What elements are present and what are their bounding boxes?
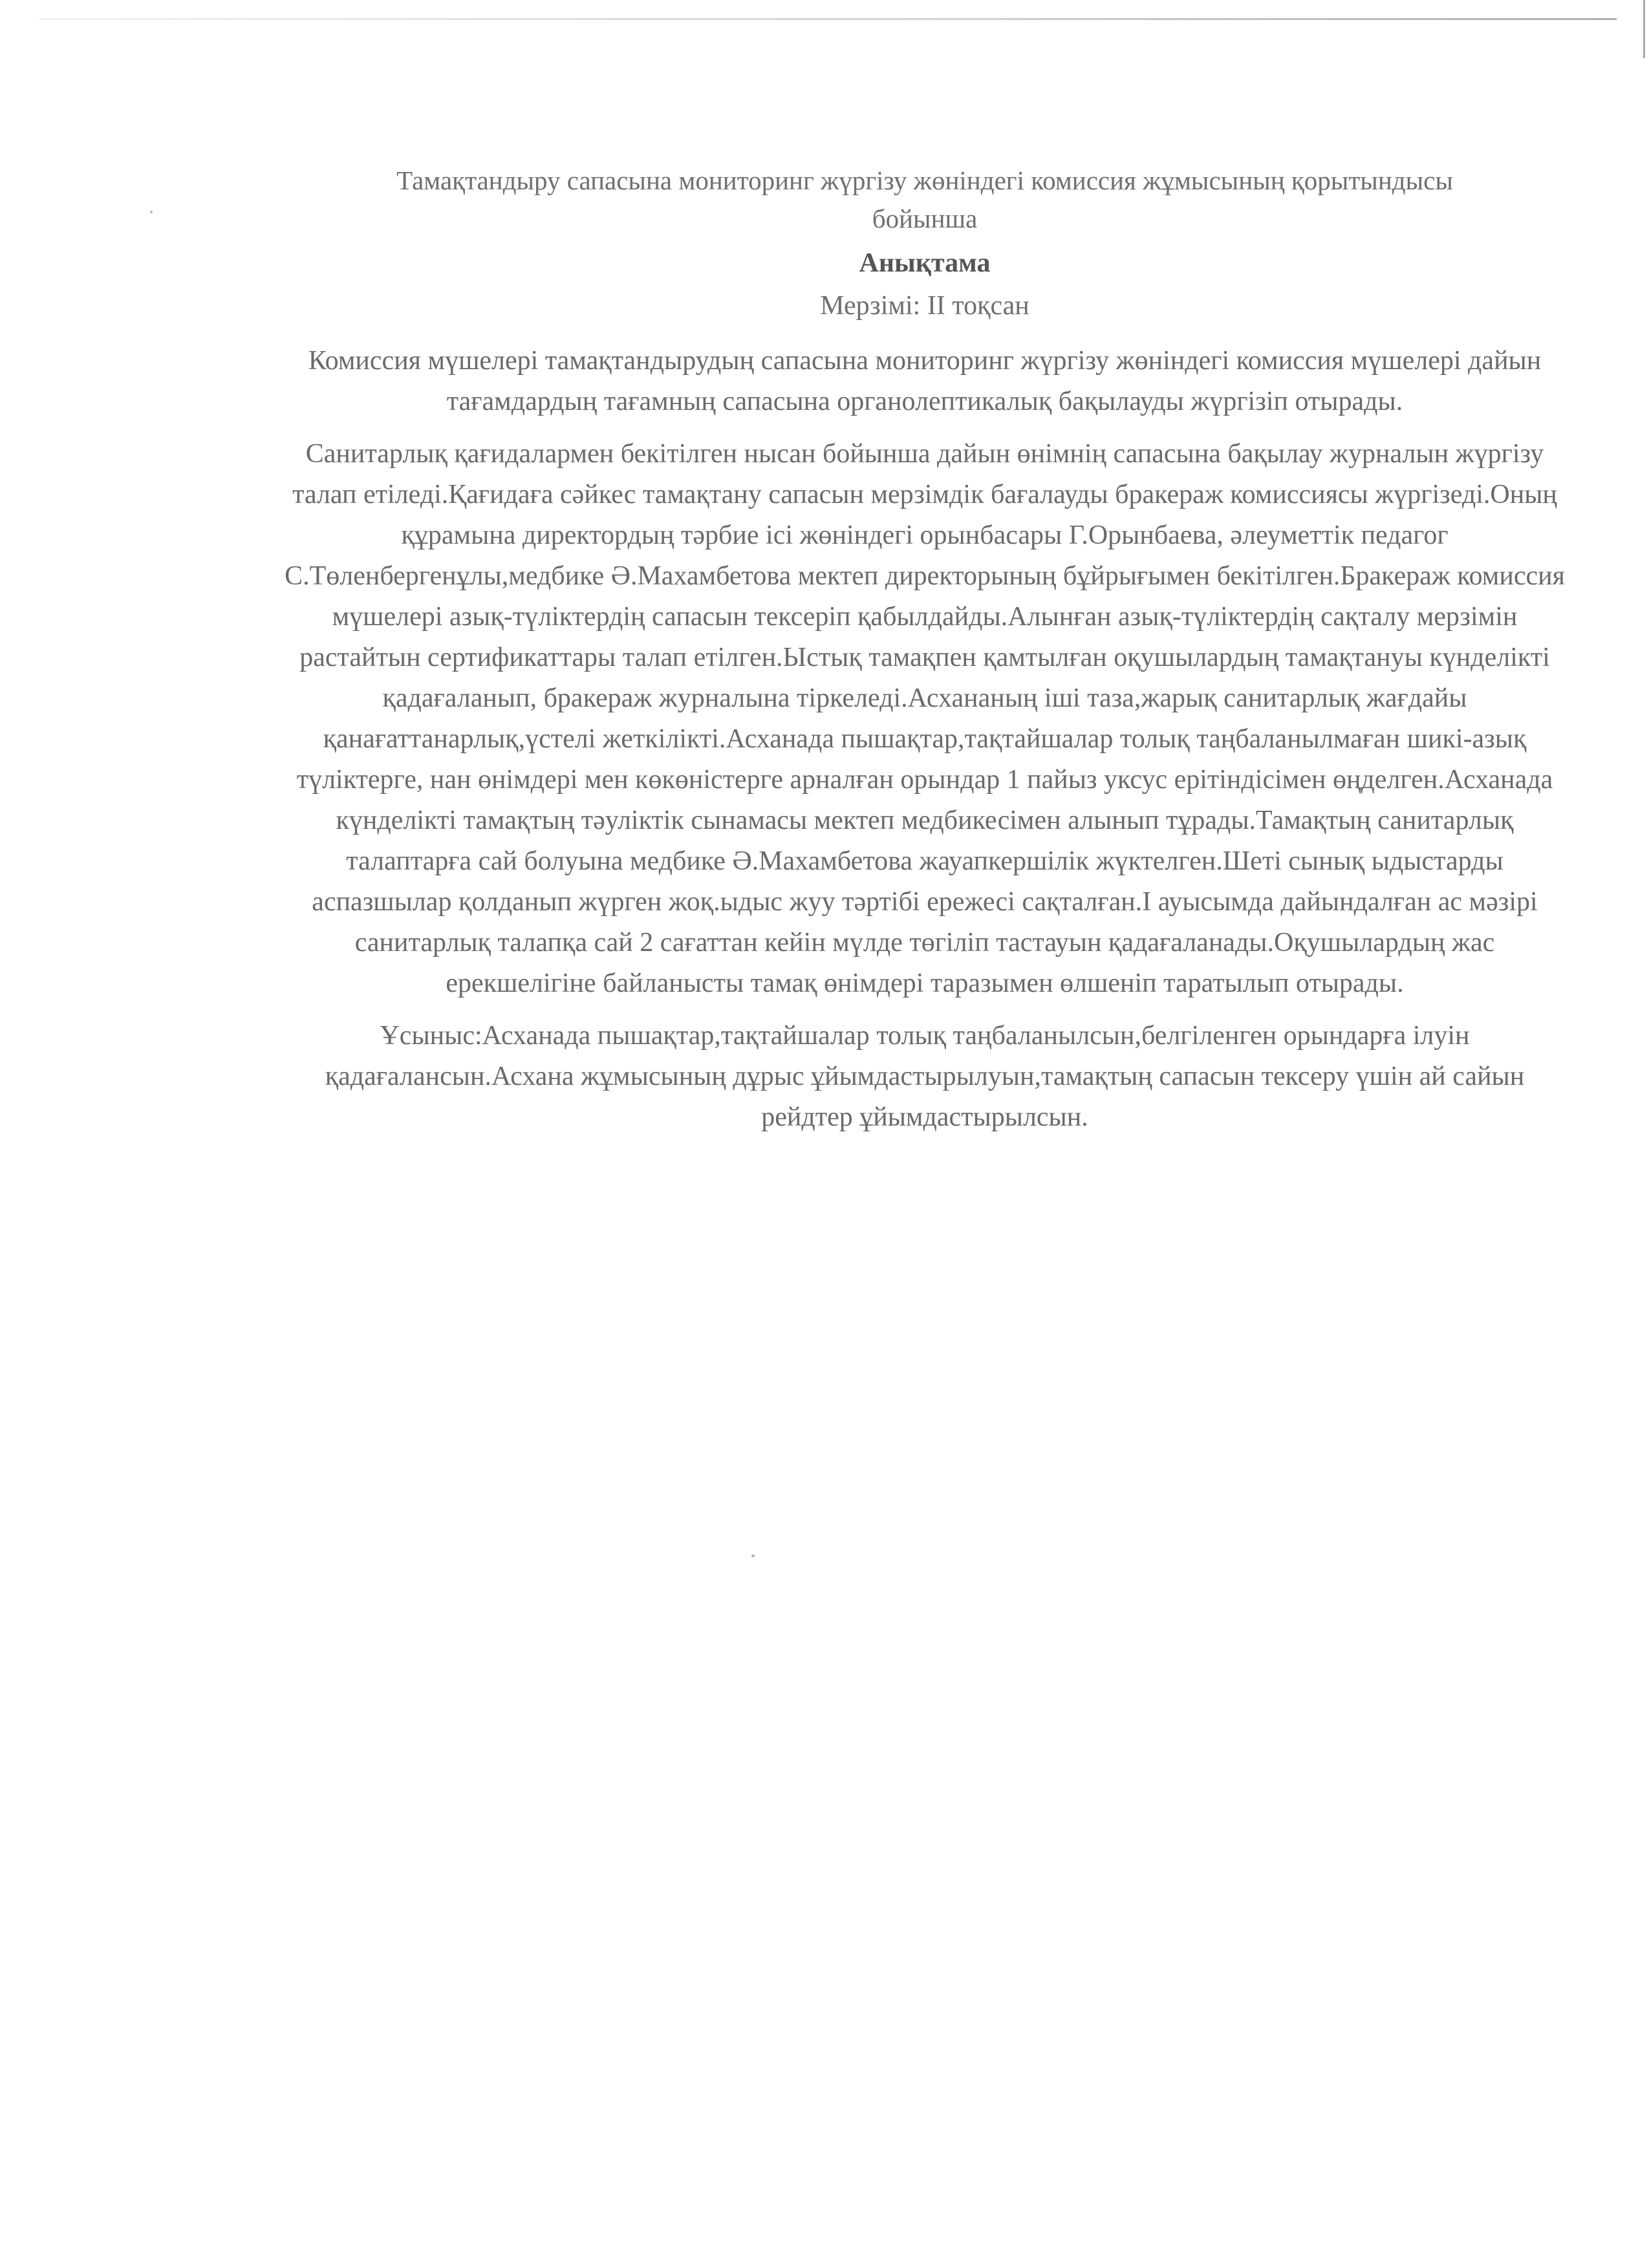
paragraph-recommendation: Ұсыныс:Асханада пышақтар,тақтайшалар толық таңбаланылсын,белгіленген орындарға ілуін қадағалансын.Асхана жұмысының дұрыс ұйымдастырылуын,тамақтың сапасын тексеру үшін ай сайын рейдтер ұйымдастырылсын. bbox=[325, 1020, 1525, 1132]
scan-speck bbox=[150, 211, 153, 213]
document-period: Мерзімі: II тоқсан bbox=[820, 290, 1029, 321]
scan-speck bbox=[751, 1554, 755, 1557]
paragraph-intro: Комиссия мүшелері тамақтандырудың сапасына мониторинг жүргізу жөніндегі комиссия мүшелері дайын тағамдардың тағамның сапасына органолептикалық бақылауды жүргізіп отырады. bbox=[308, 345, 1542, 416]
document-header: Тамақтандыру сапасына мониторинг жүргізу жөніндегі комиссия жұмысының қорытындысы бойынша bbox=[396, 166, 1453, 234]
paragraph-main: Санитарлық қағидалармен бекітілген нысан бойынша дайын өнімнің сапасына бақылау журналын жүргізу талап етіледі.Қағидаға сәйкес тамақтану сапасын мерзімдік бағалауды бракераж комиссиясы жүргізеді.Оның құрамына директордың тәрбие ісі жөніндегі орынбасары Г.Орынбаева, әлеуметтік педагог С.Төленбергенұлы,медбике Ә.Махамбетова мектеп директорының бұйрығымен бекітілген.Бракераж комиссия мүшелері азық-түліктердің сапасын тексеріп қабылдайды.Алынған азық-түліктердің сақталу мерзімін растайтын сертификаттары талап етілген.Ыстық тамақпен қамтылған оқушылардың тамақтануы күнделікті қадағаланып, бракераж журналына тіркеледі.Асхананың іші таза,жарық санитарлық жағдайы қанағаттанарлық,үстелі жеткілікті.Асханада пышақтар,тақтайшалар толық таңбаланылмаған шикі-азық түліктерге, нан өнімдері мен көкөністерге арналған орындар 1 пайыз уксус ерітіндісімен өңделген.Асханада күнделікті тамақтың тәуліктік сынамасы мектеп медбикесімен алынып тұрады.Тамақтың санитарлық талаптарға сай болуына медбике Ә.Махамбетова жауапкершілік жүктелген.Шеті сынық ыдыстарды аспазшылар қолданып жүрген жоқ.ыдыс жуу тәртібі ережесі сақталған.I ауысымда дайындалған ас мәзірі санитарлық талапқа сай 2 сағаттан кейін мүлде төгіліп тастауын қадағаланады.Оқушылардың жас ерекшелігіне байланысты тамақ өнімдері таразымен өлшеніп таратылып отырады. bbox=[285, 438, 1565, 998]
scan-edge-top bbox=[39, 18, 1617, 20]
scan-edge-right bbox=[1643, 0, 1645, 58]
document-title: Анықтама bbox=[859, 248, 991, 278]
document-page bbox=[285, 162, 1565, 1138]
